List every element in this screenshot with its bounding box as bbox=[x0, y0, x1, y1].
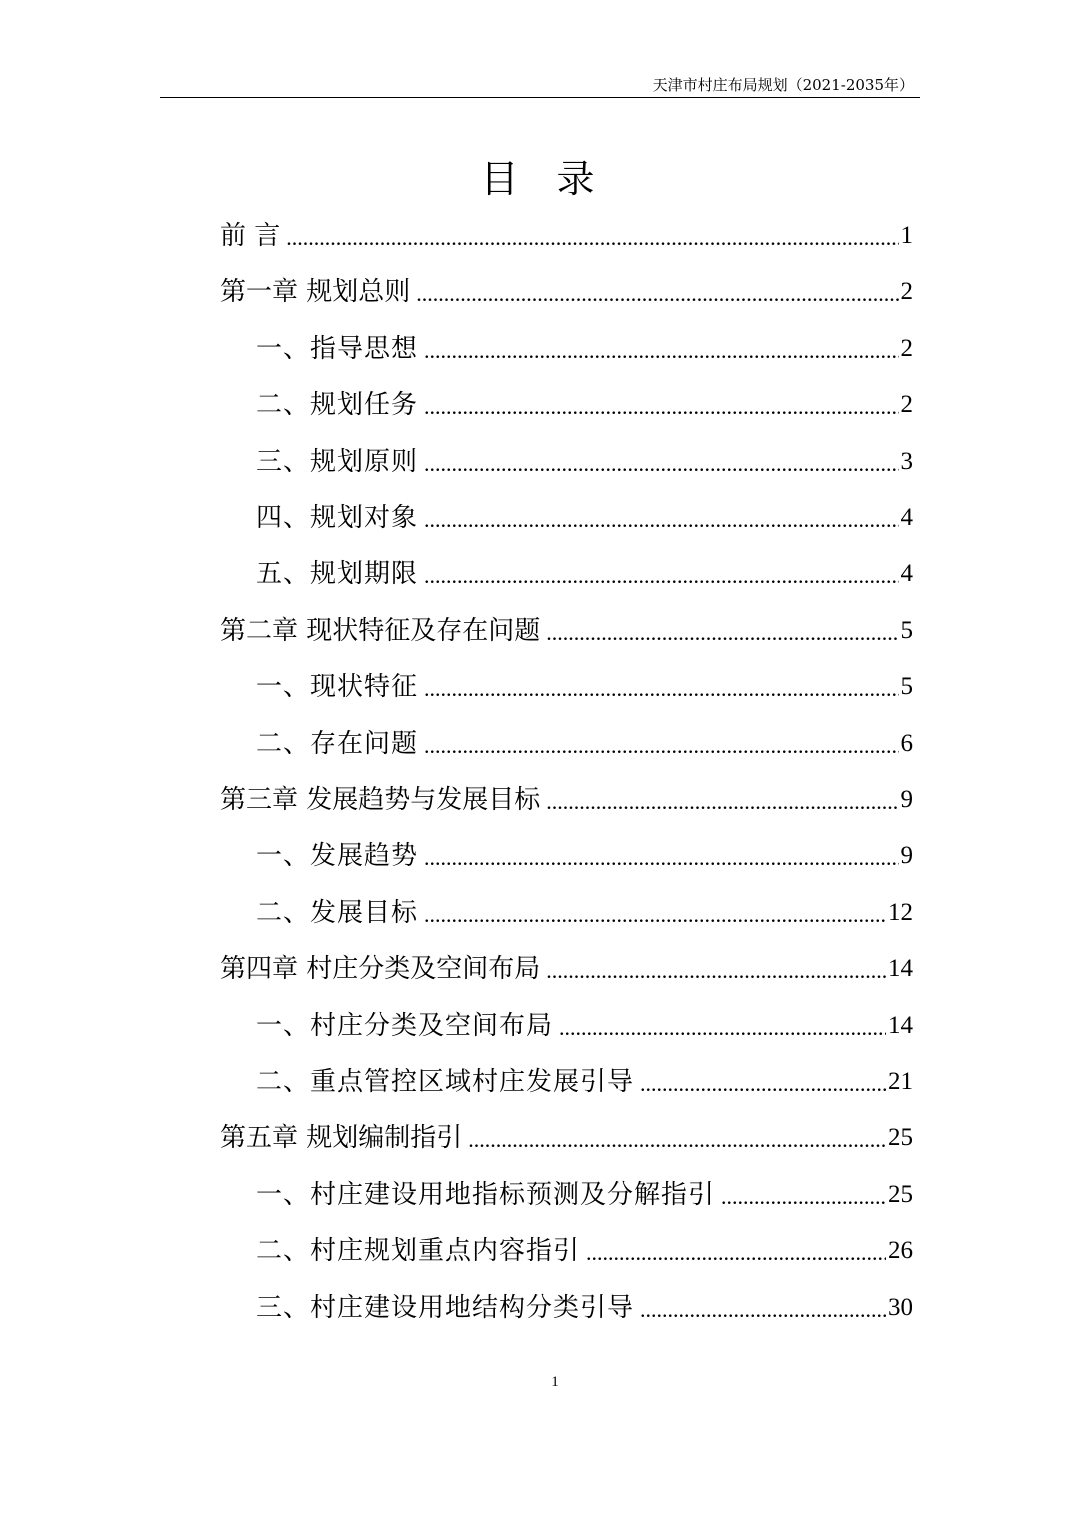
toc-entry-page: 26 bbox=[888, 1237, 913, 1265]
toc-dot-leader bbox=[424, 392, 898, 422]
toc-entry-page: 3 bbox=[900, 447, 913, 475]
toc-entry-page: 9 bbox=[900, 842, 913, 870]
toc-entry-label: 第四章 村庄分类及空间布局 bbox=[220, 954, 541, 985]
toc-dot-leader bbox=[546, 956, 886, 986]
toc-dot-leader bbox=[546, 787, 898, 817]
toc-dot-leader bbox=[559, 1013, 886, 1043]
toc-entry-label: 二、存在问题 bbox=[256, 728, 419, 759]
toc-dot-leader bbox=[424, 731, 898, 761]
toc-entry-label: 二、重点管控区域村庄发展引导 bbox=[256, 1067, 635, 1097]
page-number: 1 bbox=[551, 1374, 559, 1390]
toc-entry-page: 6 bbox=[900, 729, 913, 757]
toc-entry-page: 4 bbox=[900, 504, 913, 531]
toc-entry-page: 25 bbox=[888, 1180, 913, 1208]
toc-dot-leader bbox=[424, 561, 898, 591]
toc-chapter-entry[interactable] bbox=[220, 777, 913, 817]
toc-entry-label: 第三章 发展趋势与发展目标 bbox=[220, 785, 541, 815]
toc-entry-label: 第二章 现状特征及存在问题 bbox=[220, 615, 541, 646]
toc-dot-leader bbox=[721, 1182, 886, 1212]
toc-section-entry[interactable] bbox=[256, 551, 913, 591]
toc-entry-page: 30 bbox=[888, 1293, 913, 1321]
toc-dot-leader bbox=[424, 674, 898, 704]
toc-section-entry[interactable] bbox=[256, 382, 913, 422]
toc-entry-label: 一、指导思想 bbox=[256, 333, 419, 364]
toc-entry-page: 2 bbox=[900, 334, 913, 362]
toc-entry-label: 一、发展趋势 bbox=[256, 841, 419, 872]
toc-section-entry[interactable] bbox=[256, 1228, 913, 1268]
toc-entry-page: 14 bbox=[888, 1011, 913, 1039]
toc-section-entry[interactable] bbox=[256, 439, 913, 479]
toc-section-entry[interactable] bbox=[256, 890, 913, 930]
toc-entry-label: 三、规划原则 bbox=[256, 446, 419, 477]
toc-entry-label: 一、村庄建设用地指标预测及分解指引 bbox=[256, 1179, 716, 1210]
toc-dot-leader bbox=[424, 505, 898, 535]
toc-dot-leader bbox=[286, 223, 898, 253]
toc-dot-leader bbox=[416, 279, 898, 309]
toc-entry-page: 5 bbox=[900, 616, 913, 644]
toc-entry-label: 第一章 规划总则 bbox=[220, 277, 411, 308]
toc-entry-label: 前 言 bbox=[220, 221, 281, 251]
toc-entry-page: 21 bbox=[888, 1068, 913, 1095]
toc-entry-page: 25 bbox=[888, 1124, 913, 1152]
toc-section-entry[interactable] bbox=[256, 1172, 913, 1212]
toc-entry-page: 1 bbox=[900, 222, 913, 249]
toc-entry-label: 二、规划任务 bbox=[256, 390, 419, 421]
toc-section-entry[interactable] bbox=[256, 721, 913, 761]
toc-entry-page: 14 bbox=[888, 955, 913, 983]
toc-dot-leader bbox=[640, 1295, 886, 1325]
toc-dot-leader bbox=[586, 1238, 886, 1268]
toc-dot-leader bbox=[546, 618, 898, 648]
toc-entry-page: 4 bbox=[900, 560, 913, 588]
toc-chapter-entry[interactable] bbox=[220, 213, 913, 253]
toc-chapter-entry[interactable] bbox=[220, 269, 913, 309]
toc-section-entry[interactable] bbox=[256, 833, 913, 873]
toc-entry-label: 二、村庄规划重点内容指引 bbox=[256, 1236, 581, 1267]
running-header-text: 天津市村庄布局规划（2021-2035年） bbox=[652, 76, 914, 94]
toc-entry-label: 五、规划期限 bbox=[256, 559, 419, 590]
toc-chapter-entry[interactable] bbox=[220, 946, 913, 986]
toc-dot-leader bbox=[640, 1069, 886, 1099]
toc-entry-page: 12 bbox=[888, 898, 913, 926]
toc-section-entry[interactable] bbox=[256, 1003, 913, 1043]
toc-entry-page: 9 bbox=[900, 786, 913, 813]
page-title: 目 录 bbox=[480, 157, 595, 201]
toc-section-entry[interactable] bbox=[256, 1059, 913, 1099]
toc-entry-label: 第五章 规划编制指引 bbox=[220, 1123, 463, 1154]
toc-dot-leader bbox=[424, 900, 886, 930]
toc-dot-leader bbox=[424, 843, 898, 873]
toc-dot-leader bbox=[424, 449, 898, 479]
toc-entry-label: 二、发展目标 bbox=[256, 897, 419, 928]
toc-entry-label: 四、规划对象 bbox=[256, 503, 419, 533]
toc-dot-leader bbox=[424, 336, 898, 366]
toc-entry-label: 三、村庄建设用地结构分类引导 bbox=[256, 1292, 635, 1323]
toc-section-entry[interactable] bbox=[256, 1285, 913, 1325]
toc-entry-page: 2 bbox=[900, 391, 913, 419]
toc-chapter-entry[interactable] bbox=[220, 1115, 913, 1155]
toc-entry-label: 一、村庄分类及空间布局 bbox=[256, 1010, 554, 1041]
toc-chapter-entry[interactable] bbox=[220, 608, 913, 648]
toc-dot-leader bbox=[468, 1125, 886, 1155]
toc-section-entry[interactable] bbox=[256, 664, 913, 704]
toc-entry-page: 5 bbox=[900, 673, 913, 701]
running-header bbox=[160, 76, 920, 98]
toc-entry-page: 2 bbox=[900, 278, 913, 306]
toc-section-entry[interactable] bbox=[256, 495, 913, 535]
toc-entry-label: 一、现状特征 bbox=[256, 672, 419, 703]
toc-section-entry[interactable] bbox=[256, 326, 913, 366]
